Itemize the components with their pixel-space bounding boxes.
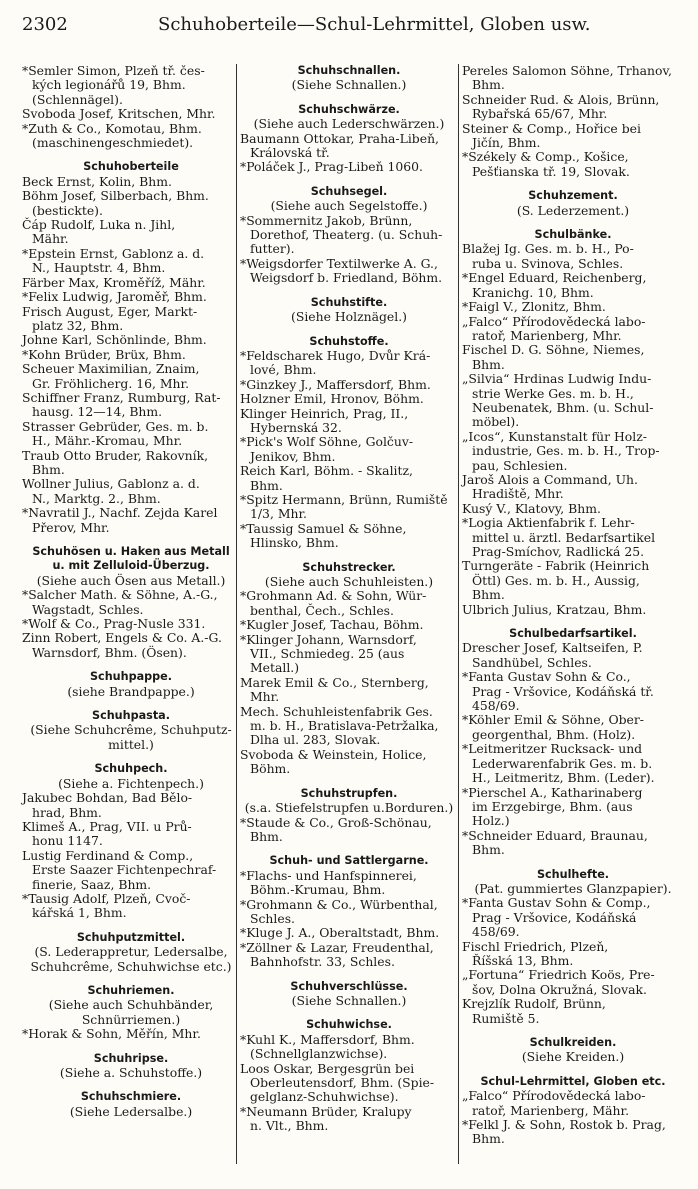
directory-entry-line: *Kuhl K., Maffersdorf, Bhm. xyxy=(240,1031,415,1047)
directory-entry-line: Böhm. xyxy=(250,761,291,777)
directory-entry-line: Baumann Ottokar, Praha-Libeň, xyxy=(240,130,439,146)
directory-entry-line: Frisch August, Eger, Markt- xyxy=(22,303,198,319)
section-heading: Schul-Lehrmittel, Globen etc. xyxy=(480,1074,666,1088)
directory-entry-line: hausg. 12—14, Bhm. xyxy=(32,404,163,420)
directory-entry-line: H., Leitmeritz, Bhm. (Leder). xyxy=(472,770,655,786)
directory-entry-line: „Falco“ Přírodovědecká labo- xyxy=(462,1088,646,1104)
directory-entry-line: Lustig Ferdinand & Comp., xyxy=(22,847,194,863)
directory-section xyxy=(22,762,240,920)
directory-entry-line: n. Vlt., Bhm. xyxy=(250,1118,329,1134)
directory-entry-line: Bhm. xyxy=(472,1131,505,1147)
section-heading: Schuhstoffe. xyxy=(309,334,389,348)
directory-entry-line: Bhm. xyxy=(32,461,65,477)
directory-section xyxy=(240,185,458,286)
directory-entry-line: 458/69. xyxy=(472,924,520,940)
directory-section xyxy=(240,854,458,969)
directory-entry-line: Marek Emil & Co., Sternberg, xyxy=(240,674,429,690)
directory-entry-line: N., Marktg. 2., Bhm. xyxy=(32,490,161,506)
directory-section xyxy=(462,627,684,858)
section-heading: Schuhputzmittel. xyxy=(76,930,186,944)
directory-entry-line: Čáp Rudolf, Luka n. Jihl, xyxy=(22,217,176,233)
directory-entry-line: N., Hauptstr. 4, Bhm. xyxy=(32,260,166,276)
directory-entry-line: benthal, Čech., Schles. xyxy=(250,602,394,618)
directory-section xyxy=(462,189,684,218)
directory-entry-line: Přerov, Mhr. xyxy=(32,519,110,535)
cross-reference: (Siehe Ledersalbe.) xyxy=(69,1103,193,1119)
directory-entry-line: H., Mähr.-Kromau, Mhr. xyxy=(32,433,183,449)
directory-entry-line: „Fortuna“ Friedrich Koös, Pre- xyxy=(462,967,655,983)
directory-entry-line: Jakubec Bohdan, Bad Bělo- xyxy=(22,790,193,806)
directory-entry-line: *Sommernitz Jakob, Brünn, xyxy=(240,212,413,228)
directory-entry-line: Zinn Robert, Engels & Co. A.-G. xyxy=(22,630,222,646)
directory-entry-line: *Faigl V., Zlonitz, Bhm. xyxy=(462,299,606,315)
cross-reference: (S. Lederappretur, Ledersalbe, xyxy=(34,944,228,960)
section-heading: Schuhpasta. xyxy=(92,709,170,723)
directory-section xyxy=(462,1075,684,1147)
directory-entry-line: honu 1147. xyxy=(32,833,103,849)
section-heading: Schuhoberteile xyxy=(83,160,179,174)
section-heading: Schuhschwärze. xyxy=(298,102,400,116)
cross-reference: Schnürriemen.) xyxy=(81,1011,181,1027)
directory-entry-line: *Feldscharek Hugo, Dvůr Krá- xyxy=(240,347,431,363)
directory-continuation xyxy=(22,64,240,150)
directory-entry-line: Bhm. xyxy=(250,477,283,493)
directory-entry-line: *Köhler Emil & Söhne, Ober- xyxy=(462,712,644,728)
directory-entry-line: *Zöllner & Lazar, Freudenthal, xyxy=(240,939,434,955)
directory-entry-line: Färber Max, Kroměříž, Mähr. xyxy=(22,274,206,290)
directory-section xyxy=(240,296,458,325)
directory-section xyxy=(240,103,458,175)
directory-section xyxy=(462,1036,684,1065)
directory-entry-line: Fischel D. G. Söhne, Niemes, xyxy=(462,342,645,358)
directory-entry-line: Holzner Emil, Hronov, Böhm. xyxy=(240,391,424,407)
directory-entry-line: *Staude & Co., Groß-Schönau, xyxy=(240,814,432,830)
cross-reference: (Siehe auch Ösen aus Metall.) xyxy=(36,572,226,588)
directory-entry-line: Fischl Friedrich, Plzeň, xyxy=(462,938,609,954)
directory-entry-line: Holz.) xyxy=(472,813,510,829)
directory-column-2 xyxy=(240,64,458,1134)
directory-entry-line: hrad, Bhm. xyxy=(32,804,102,820)
directory-section xyxy=(462,868,684,1026)
directory-section xyxy=(240,787,458,845)
directory-entry-line: Jaroš Alois a Command, Uh. xyxy=(462,471,638,487)
section-heading: Schuhstrupfen. xyxy=(300,786,398,800)
directory-entry-line: Ulbrich Julius, Kratzau, Bhm. xyxy=(462,601,647,617)
section-heading: Schuhpech. xyxy=(94,762,168,776)
directory-entry-line: Prag - Vršovice, Kodáňská tř. xyxy=(472,683,654,699)
directory-section xyxy=(22,1090,240,1119)
directory-entry-line: kářská 1, Bhm. xyxy=(32,905,127,921)
directory-entry-line: *Grohmann Ad. & Sohn, Wür- xyxy=(240,588,427,604)
directory-entry-line: Rumiště 5. xyxy=(472,1010,540,1026)
directory-entry-line: Jičín, Bhm. xyxy=(472,135,541,151)
directory-entry-line: Dlha ul. 283, Slovak. xyxy=(250,732,381,748)
directory-entry-line: Oberleutensdorf, Bhm. (Spie- xyxy=(250,1075,435,1090)
directory-entry-line: *Kluge J. A., Oberaltstadt, Bhm. xyxy=(240,925,440,941)
section-heading: u. mit Zelluloid-Überzug. xyxy=(52,559,210,573)
directory-entry-line: Schneider Rud. & Alois, Brünn, xyxy=(462,91,660,107)
directory-entry-line: *Székely & Comp., Košice, xyxy=(462,149,629,165)
cross-reference: mittel.) xyxy=(108,736,154,752)
section-heading: Schuhsegel. xyxy=(310,184,388,198)
directory-entry-line: Strasser Gebrüder, Ges. m. b. xyxy=(22,418,209,434)
cross-reference: (Siehe Kreiden.) xyxy=(521,1049,625,1065)
directory-entry-line: VII., Schmiedeg. 25 (aus xyxy=(250,646,405,662)
directory-entry-line: Lederwarenfabrik Ges. m. b. xyxy=(472,755,653,771)
directory-entry-line: šov, Dolna Okružná, Slovak. xyxy=(472,981,647,997)
directory-entry-line: Metall.) xyxy=(250,660,300,676)
directory-entry-line: Erste Saazer Fichtenpechraf- xyxy=(32,862,217,878)
directory-entry-line: *Spitz Hermann, Brünn, Rumiště xyxy=(240,491,448,507)
directory-entry-line: Scheuer Maximilian, Znaim, xyxy=(22,361,200,377)
directory-entry-line: *Tausig Adolf, Plzeň, Cvoč- xyxy=(22,890,191,906)
directory-entry-line: *Engel Eduard, Reichenberg, xyxy=(462,270,647,286)
directory-section xyxy=(22,160,240,535)
directory-entry-line: Beck Ernst, Kolin, Bhm. xyxy=(22,173,172,189)
section-heading: Schulkreiden. xyxy=(529,1036,617,1049)
directory-entry-line: Prag - Vršovice, Kodáňská xyxy=(472,909,637,925)
cross-reference: (Siehe auch Lederschwärzen.) xyxy=(253,116,445,132)
directory-section xyxy=(22,545,240,660)
directory-entry-line: Mähr. xyxy=(32,231,69,247)
directory-entry-line: (Schlennägel). xyxy=(32,91,123,107)
directory-entry-line: *Poláček J., Prag-Libeň 1060. xyxy=(240,159,423,175)
directory-section xyxy=(22,670,240,699)
directory-entry-line: Böhm.-Krumau, Bhm. xyxy=(250,882,386,898)
directory-entry-line: Loos Oskar, Bergesgrün bei xyxy=(240,1060,415,1076)
directory-entry-line: Böhm Josef, Silberbach, Bhm. xyxy=(22,188,209,204)
directory-entry-line: georgenthal, Bhm. (Holz). xyxy=(472,726,636,742)
directory-entry-line: *Weigsdorfer Textilwerke A. G., xyxy=(240,255,438,271)
directory-entry-line: *Schneider Eduard, Braunau, xyxy=(462,827,648,843)
section-heading: Schulhefte. xyxy=(536,867,610,881)
directory-entry-line: Steiner & Comp., Hořice bei xyxy=(462,120,641,136)
cross-reference: (Siehe auch Schuhleisten.) xyxy=(264,574,434,589)
directory-entry-line: *Zuth & Co., Komotau, Bhm. xyxy=(22,120,202,136)
page-header xyxy=(22,14,682,40)
directory-section xyxy=(22,709,240,752)
directory-entry-line: *Navratil J., Nachf. Zejda Karel xyxy=(22,505,218,521)
cross-reference: (Siehe auch Segelstoffe.) xyxy=(270,198,428,214)
directory-entry-line: *Felkl J. & Sohn, Rostok b. Prag, xyxy=(462,1117,666,1133)
directory-section xyxy=(240,980,458,1009)
directory-entry-line: Prag-Smíchov, Radlická 25. xyxy=(472,544,645,559)
directory-entry-line: (bestickte). xyxy=(32,202,103,218)
cross-reference: Schuhcrême, Schuhwichse etc.) xyxy=(30,958,232,974)
directory-column-1 xyxy=(22,64,240,1119)
directory-section xyxy=(462,228,684,617)
section-heading: Schuhösen u. Haken aus Metall xyxy=(32,545,230,558)
directory-entry-line: Kusý V., Klatovy, Bhm. xyxy=(462,500,601,516)
directory-entry-line: *Logia Aktienfabrik f. Lehr- xyxy=(462,515,635,531)
directory-entry-line: 458/69. xyxy=(472,698,520,714)
directory-entry-line: *Wolf & Co., Prag-Nusle 331. xyxy=(22,616,206,632)
directory-entry-line: *Taussig Samuel & Söhne, xyxy=(240,520,407,536)
directory-entry-line: Wollner Julius, Gablonz a. d. xyxy=(22,476,200,492)
directory-entry-line: finerie, Saaz, Bhm. xyxy=(32,876,152,892)
directory-entry-line: m. b. H., Bratislava-Petržalka, xyxy=(250,718,439,734)
directory-entry-line: *Leitmeritzer Rucksack- und xyxy=(462,741,643,757)
directory-entry-line: platz 32, Bhm. xyxy=(32,317,124,333)
cross-reference: (Siehe Schnallen.) xyxy=(291,992,407,1008)
directory-entry-line: *Semler Simon, Plzeň tř. čes- xyxy=(22,63,205,78)
directory-entry-line: Bahnhofstr. 33, Schles. xyxy=(250,954,395,970)
directory-entry-line: Reich Karl, Böhm. - Skalitz, xyxy=(240,463,413,479)
directory-entry-line: *Salcher Math. & Söhne, A.-G., xyxy=(22,587,218,603)
directory-entry-line: *Felix Ludwig, Jaroměř, Bhm. xyxy=(22,289,207,305)
section-heading: Schuhripse. xyxy=(93,1051,169,1065)
directory-entry-line: Bhm. xyxy=(472,77,505,93)
section-heading: Schuhschnallen. xyxy=(297,64,401,77)
directory-entry-line: *Fanta Gustav Sohn & Co., xyxy=(462,669,631,685)
cross-reference: (Siehe Schuhcrême, Schuhputz- xyxy=(30,722,232,738)
directory-entry-line: Hybernská 32. xyxy=(250,419,342,435)
directory-entry-line: möbel). xyxy=(472,414,520,430)
directory-entry-line: „Icos“, Kunstanstalt für Holz- xyxy=(462,428,647,444)
directory-entry-line: Warnsdorf, Bhm. (Ösen). xyxy=(32,644,187,660)
directory-entry-line: Pereles Salomon Söhne, Trhanov, xyxy=(462,63,672,78)
section-heading: Schuhzement. xyxy=(528,189,618,203)
cross-reference: (Siehe Holznägel.) xyxy=(291,309,407,325)
directory-entry-line: futter). xyxy=(250,241,295,257)
directory-entry-line: *Kugler Josef, Tachau, Böhm. xyxy=(240,617,424,633)
directory-entry-line: Hlinsko, Bhm. xyxy=(250,535,339,551)
directory-entry-line: Svoboda Josef, Kritschen, Mhr. xyxy=(22,106,216,122)
directory-entry-line: Dorethof, Theaterg. (u. Schuh- xyxy=(250,227,443,243)
directory-entry-line: Johne Karl, Schönlinde, Bhm. xyxy=(22,332,207,348)
cross-reference: (siehe Brandpappe.) xyxy=(67,683,195,699)
section-heading: Schulbänke. xyxy=(534,228,612,242)
directory-entry-line: ratoř, Marienberg, Mhr. xyxy=(472,327,622,343)
directory-entry-line: Bhm. xyxy=(472,842,505,858)
directory-entry-line: Kranichg. 10, Bhm. xyxy=(472,284,594,300)
directory-entry-line: *Pierschel A., Katharinaberg xyxy=(462,784,643,800)
directory-entry-line: Svoboda & Weinstein, Holice, xyxy=(240,746,427,762)
page-number: 2302 xyxy=(22,14,68,35)
cross-reference: (Siehe a. Schuhstoffe.) xyxy=(59,1065,203,1080)
cross-reference: (S. Lederzement.) xyxy=(516,202,630,218)
cross-reference: (Siehe auch Schuhbänder, xyxy=(48,997,214,1013)
cross-reference: (Siehe a. Fichtenpech.) xyxy=(58,775,204,791)
directory-entry-line: Sandhübel, Schles. xyxy=(472,654,592,670)
page-title: Schuhoberteile—Schul-Lehrmittel, Globen usw. xyxy=(158,14,591,35)
directory-entry-line: *Epstein Ernst, Gablonz a. d. xyxy=(22,245,205,261)
directory-entry-line: gelglanz-Schuhwichse). xyxy=(250,1089,399,1105)
cross-reference: (s.a. Stiefelstrupfen u.Borduren.) xyxy=(244,800,454,816)
directory-entry-line: Wagstadt, Schles. xyxy=(32,601,144,617)
directory-entry-line: Říšská 13, Bhm. xyxy=(472,952,574,968)
directory-section xyxy=(22,931,240,974)
directory-entry-line: Mech. Schuhleistenfabrik Ges. xyxy=(240,703,433,719)
directory-entry-line: „Silvia“ Hrdinas Ludwig Indu- xyxy=(462,371,652,387)
directory-entry-line: strie Werke Ges. m. b. H., xyxy=(472,385,634,401)
directory-entry-line: *Horak & Sohn, Měřín, Mhr. xyxy=(22,1026,201,1042)
section-heading: Schuhstifte. xyxy=(310,295,388,309)
directory-entry-line: Weigsdorf b. Friedland, Böhm. xyxy=(250,270,443,286)
directory-entry-line: Mhr. xyxy=(250,689,280,705)
directory-entry-line: Bhm. xyxy=(472,587,505,603)
directory-entry-line: Rybařská 65/67, Mhr. xyxy=(472,106,608,122)
directory-entry-line: Jenikov, Bhm. xyxy=(250,448,336,464)
directory-entry-line: Schles. xyxy=(250,910,296,926)
directory-section xyxy=(240,1018,458,1133)
directory-entry-line: (maschinengeschmiedet). xyxy=(32,135,194,151)
directory-entry-line: „Falco“ Přírodovědecká labo- xyxy=(462,313,646,329)
directory-entry-line: Pešťianska tř. 19, Slovak. xyxy=(472,163,630,179)
section-heading: Schuhschmiere. xyxy=(80,1090,182,1104)
directory-entry-line: Öttl) Ges. m. b. H., Aussig, xyxy=(472,572,640,588)
directory-section xyxy=(22,1052,240,1081)
directory-entry-line: *Klinger Johann, Warnsdorf, xyxy=(240,631,417,647)
cross-reference: (Siehe Schnallen.) xyxy=(291,77,407,93)
directory-entry-line: *Ginzkey J., Maffersdorf, Bhm. xyxy=(240,376,431,392)
directory-entry-line: Turngeräte - Fabrik (Heinrich xyxy=(462,558,650,574)
directory-entry-line: mittel u. ärztl. Bedarfsartikel xyxy=(472,529,656,545)
directory-entry-line: Klinger Heinrich, Prag, II., xyxy=(240,405,409,421)
directory-entry-line: ratoř, Marienberg, Mähr. xyxy=(472,1102,630,1118)
section-heading: Schuhstrecker. xyxy=(302,560,396,574)
section-heading: Schuhpappe. xyxy=(90,670,172,684)
cross-reference: (Pat. gummiertes Glanzpapier). xyxy=(474,880,672,896)
directory-entry-line: Královská tř. xyxy=(250,145,330,161)
directory-entry-line: Drescher Josef, Kaltseifen, P. xyxy=(462,640,643,656)
directory-entry-line: Blažej Ig. Ges. m. b. H., Po- xyxy=(462,241,634,257)
directory-entry-line: industrie, Ges. m. b. H., Trop- xyxy=(472,443,660,459)
section-heading: Schuh- und Sattlergarne. xyxy=(269,854,429,868)
directory-continuation xyxy=(462,64,684,179)
directory-entry-line: lové, Bhm. xyxy=(250,362,317,378)
directory-entry-line: *Neumann Brüder, Kralupy xyxy=(240,1103,412,1119)
directory-entry-line: *Pick's Wolf Söhne, Golčuv- xyxy=(240,434,414,450)
directory-entry-line: Neubenatek, Bhm. (u. Schul- xyxy=(472,399,654,415)
directory-section xyxy=(240,64,458,93)
directory-entry-line: *Fanta Gustav Sohn & Comp., xyxy=(462,895,651,911)
directory-entry-line: 1/3, Mhr. xyxy=(250,506,307,522)
section-heading: Schuhwichse. xyxy=(306,1018,392,1032)
directory-entry-line: Bhm. xyxy=(472,356,505,372)
directory-entry-line: *Kohn Brüder, Brüx, Bhm. xyxy=(22,346,186,362)
directory-column-3 xyxy=(462,64,684,1147)
directory-entry-line: Gr. Fröhlicherg. 16, Mhr. xyxy=(32,375,190,391)
directory-entry-line: kých legionářů 19, Bhm. xyxy=(32,77,186,93)
directory-entry-line: ruba u. Svinova, Schles. xyxy=(472,255,624,271)
section-heading: Schulbedarfsartikel. xyxy=(509,627,637,641)
directory-entry-line: Schiffner Franz, Rumburg, Rat- xyxy=(22,389,221,405)
directory-entry-line: pau, Schlesien. xyxy=(472,457,568,473)
directory-entry-line: Bhm. xyxy=(250,828,283,844)
directory-entry-line: Traub Otto Bruder, Rakovník, xyxy=(22,447,209,463)
directory-section xyxy=(240,561,458,777)
section-heading: Schuhriemen. xyxy=(87,983,175,997)
directory-entry-line: *Grohmann & Co., Würbenthal, xyxy=(240,896,438,912)
column-divider xyxy=(458,64,459,1164)
directory-section xyxy=(240,335,458,551)
directory-entry-line: Hradiště, Mhr. xyxy=(472,486,564,502)
section-heading: Schuhverschlüsse. xyxy=(290,979,408,993)
directory-section xyxy=(22,984,240,1042)
directory-entry-line: *Flachs- und Hanfspinnerei, xyxy=(240,867,417,883)
directory-entry-line: Krejzlík Rudolf, Brünn, xyxy=(462,996,606,1012)
directory-entry-line: (Schnellglanzwichse). xyxy=(250,1046,388,1062)
directory-entry-line: Klimeš A., Prag, VII. u Prů- xyxy=(22,818,192,834)
directory-entry-line: im Erzgebirge, Bhm. (aus xyxy=(472,798,633,814)
